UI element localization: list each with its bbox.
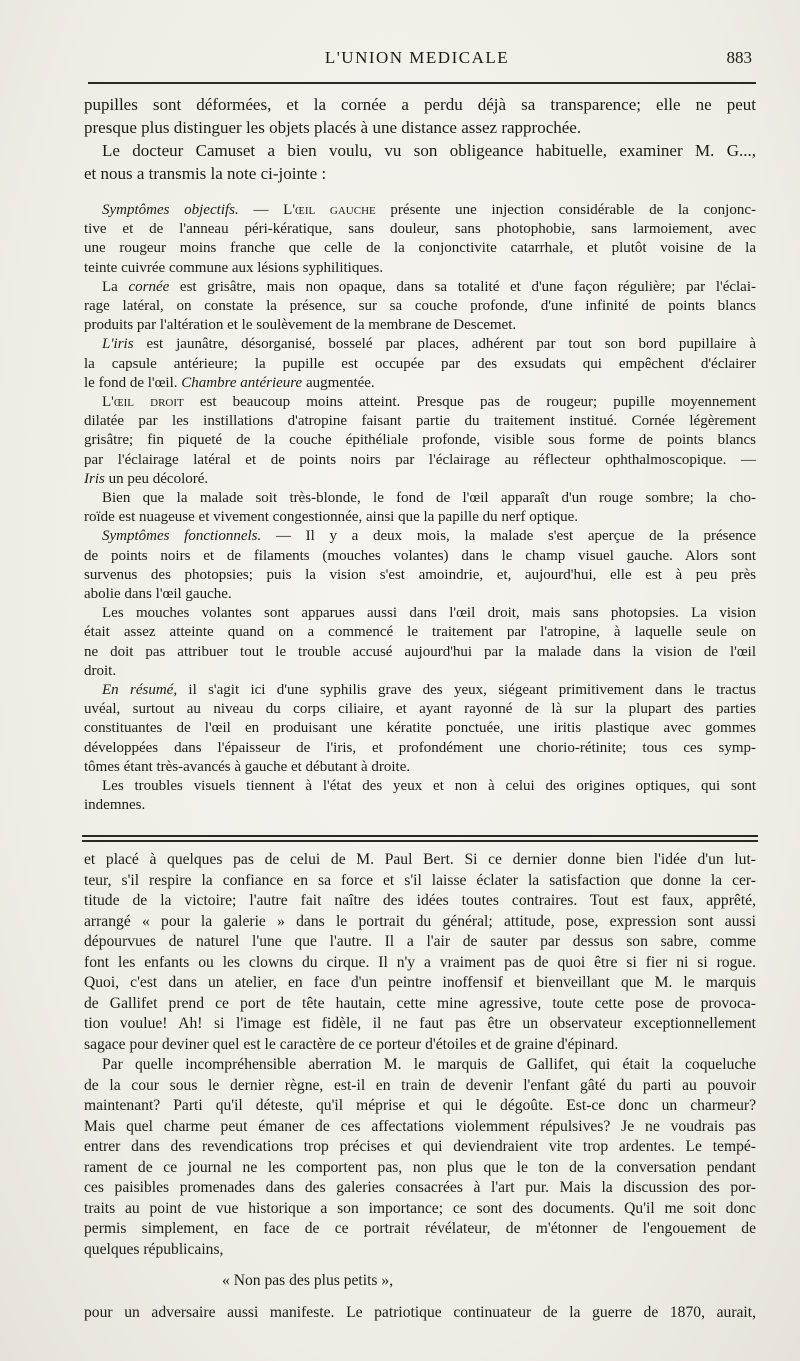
feuilleton-section [84,850,756,1323]
small-caps-term: L'œil gauche [283,202,376,218]
text-line: par l'éclairage latéral et de points noirs par l'éclairage au réflecteur ophthalmoscopique. — [84,451,756,468]
text-line: la capsule antérieure; la pupille est occupée par des exsudats qui empêchent d'éclairer [84,355,756,372]
text-line: produits par l'altération et le soulèvement de la membrane de Descemet. [84,317,517,334]
text-line: traits au point de vue historique a son importance; ce sont des documents. Qu'il me soit donc [84,1199,756,1217]
quotation: « Non pas des plus petits », [222,1272,394,1289]
text-line: et placé à quelques pas de celui de M. Paul Bert. Si ce dernier donne bien l'idée d'un lut- [84,851,756,868]
text-line: et nous a transmis la note ci-jointe : [84,164,327,183]
text-line: Mais quel charme peut émaner de ces affectations violemment répulsives? Je ne voudrais pas [84,1117,756,1135]
text-line: roïde est nuageuse et vivement congestionnée, ainsi que la papille du nerf optique. [84,509,579,526]
text-line: sagace pour deviner quel est le caractère de ce porteur d'étoiles et de graine d'épinard. [84,1035,619,1053]
page-number: 883 [726,48,752,67]
text-line: une rougeur moins franche que celle de la conjonctivite catarrhale, et plutôt voisine de la [84,240,756,257]
section-label: En résumé, [102,682,178,699]
text-line: quelques républicains, [84,1240,224,1258]
text-line: Symptômes fonctionnels. — Il y a deux mois, la malade s'est aperçue de la présence [102,528,756,545]
text-line: de Gallifet prend ce port de tête hautain, cette mine agressive, toute cette pose de provoca- [84,994,756,1012]
text-line: survenus des photopsies; puis la vision s'est amoindrie, et, aujourd'hui, elle est à peu près [84,566,756,583]
text-line: Les mouches volantes sont apparues aussi dans l'œil droit, mais sans photopsies. La vision [102,605,756,622]
text-line: En résumé, il s'agit ici d'une syphilis grave des yeux, siégeant primitivement dans le tractus [102,682,756,699]
text-line: de la cour sous le dernier règne, est-il en train de devenir l'enfant gâté du parti au pouvoir [84,1076,756,1094]
running-header [80,48,754,72]
text-line: dilatée par les instillations d'atropine faisant partie du traitement institué. Cornée légèrement [84,413,756,430]
italic-term: L'iris [102,336,134,353]
text-line: ces paisibles promenades dans des galeries consacrées à l'art pur. Mais la discussion des por- [84,1179,756,1196]
text-line: teur, s'il respire la confiance en sa force et s'il laisse éclater la satisfaction que donne la cer- [84,871,756,889]
text-line: droit. [84,662,117,679]
text-line: ne doit pas attribuer tout le trouble accusé aujourd'hui par la malade dans la vision de l'œil [84,643,756,660]
header-rule [88,82,756,84]
text-line: La cornée est grisâtre, mais non opaque, dans sa totalité et d'une façon régulière; par l'éclai- [102,278,756,295]
text-line: tion voulue! Ah! si l'image est fidèle, il ne faut pas être un observateur exceptionnellement [84,1015,756,1032]
text-line: Symptômes objectifs. — L'œil gauche présente une injection considérable de la conjonc- [102,202,756,218]
text-line: uvéal, surtout au niveau du corps ciliaire, et ayant rayonné de là sur la plupart des parties [84,701,756,718]
text-line: indemnes. [84,797,146,814]
text-line: tômes étant très-avancés à gauche et débutant à droite. [84,758,411,775]
text-line: Quoi, c'est dans un atelier, en face d'un peintre inoffensif et bienveillant que M. le marquis [84,974,756,991]
text-line: entrer dans des revendications trop précises et qui deviendraient vite trop ardentes. Le tempé- [84,1138,756,1155]
text-line: pour un adversaire aussi manifeste. Le patriotique continuateur de la guerre de 1870, aurait, [84,1303,756,1321]
text-line: Le docteur Camuset a bien voulu, vu son obligeance habituelle, examiner M. G..., [102,141,756,160]
italic-term: Iris [84,470,105,487]
text-line: Bien que la malade soit très-blonde, le fond de l'œil apparaît d'un rouge sombre; la cho- [102,490,756,507]
text-line: arrangé « pour la galerie » dans le portrait du général; attitude, pose, expression sont aussi [84,912,756,930]
italic-term: Chambre antérieure [181,374,303,391]
text-line: titude de la victoire; l'autre fait naître des idées toutes contraires. Tout est faux, apprêté, [84,892,756,909]
text-line: L'œil droit est beaucoup moins atteint. Presque pas de rougeur; pupille moyennement [102,394,756,411]
small-caps-term: L'œil droit [102,394,184,411]
italic-term: cornée [128,278,170,295]
journal-title: L'UNION MEDICALE [324,48,510,67]
feuilleton-separator [82,835,758,837]
text-line: permis simplement, en face de ce portrait révélateur, de m'étonner de l'engouement de [84,1220,756,1237]
text-line: pupilles sont déformées, et la cornée a perdu déjà sa transparence; elle ne peut [84,95,756,114]
text-line: L'iris est jaunâtre, désorganisé, bosselé par places, adhérent par tout son bord pupillaire à [102,336,756,353]
text-line: Iris un peu décoloré. [84,470,209,487]
text-line: abolie dans l'œil gauche. [84,586,232,603]
text-line: maintenant? Parti qu'il déteste, qu'il méprise et qui le dégoûte. Est-ce donc un charmeur? [84,1097,756,1114]
text-line: constituantes de l'œil en produisant une kératite ponctuée, une iritis plastique avec gommes [84,720,756,737]
text-line: rage latéral, on constate la présence, sur sa couche profonde, d'une infinité de points blancs [84,298,756,315]
text-line: tive et de l'anneau péri-kératique, sans douleur, sans photophobie, sans larmoiement, avec [84,221,756,238]
section-label: Symptômes objectifs. [102,202,239,218]
feuilleton-separator [82,840,758,842]
text-line: Les troubles visuels tiennent à l'état des yeux et non à celui des origines optiques, qui sont [102,778,756,795]
text-line: dépourvues de naturel l'une que l'autre. Il a l'air de sauter par dessus son sabre, comme [84,933,756,950]
text-line: de points noirs et de filaments (mouches volantes) dans le champ visuel gauche. Alors sont [84,547,756,564]
ophthalmology-note [84,201,756,816]
text-line: presque plus distinguer les objets placés à une distance assez rapprochée. [84,118,582,137]
text-line: grisâtre; fin piqueté de la couche épithéliale profonde, visible sous forme de points blancs [84,432,756,449]
text-line: Par quelle incompréhensible aberration M. le marquis de Gallifet, qui était la coqueluche [102,1056,756,1073]
text-line: développées dans l'épaisseur de l'iris, et profondément une chorio-rétinite; tous ces symp- [84,739,756,756]
text-line: rament de ce journal ne les comportent pas, non plus que le ton de la conversation pendant [84,1158,756,1176]
text-line: teinte cuivrée commune aux lésions syphilitiques. [84,259,384,276]
section-label: Symptômes fonctionnels. [102,528,262,545]
text-line: font les enfants ou les clowns du cirque. Il n'y a vraiment pas de quoi être si fier ni si rogue. [84,953,756,971]
intro-section [84,93,756,185]
text-line: était assez atteinte quand on a commencé le traitement par l'atropine, à laquelle seule on [84,624,756,641]
text-line: le fond de l'œil. Chambre antérieure augmentée. [84,374,375,391]
